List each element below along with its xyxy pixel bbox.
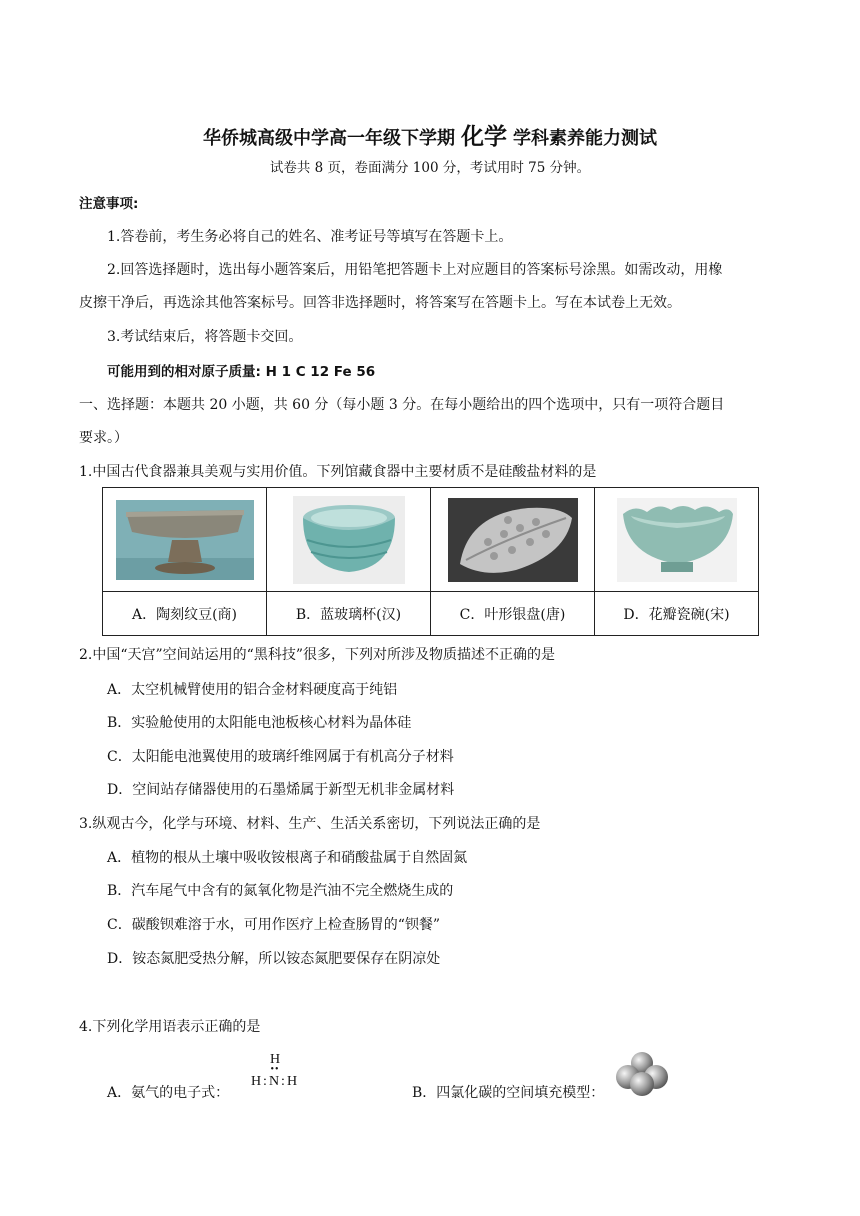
question-1-table xyxy=(102,487,759,636)
question-4-option-b: B．四氯化碳的空间填充模型： xyxy=(412,1085,605,1101)
ammonia-lewis-structure xyxy=(244,1053,306,1091)
question-3-option-c: C．碳酸钡难溶于水，可用作医疗上检查肠胃的“钡餐” xyxy=(107,917,441,933)
question-4-stem: 4.下列化学用语表示正确的是 xyxy=(79,1019,261,1035)
question-2-stem: 2.中国“天宫”空间站运用的“黑科技”很多，下列对所涉及物质描述不正确的是 xyxy=(79,647,555,663)
question-2-option-c: C．太阳能电池翼使用的玻璃纤维网属于有机高分子材料 xyxy=(107,749,454,765)
lewis-lone-pair: •• xyxy=(270,1064,280,1075)
question-2-option-d: D．空间站存储器使用的石墨烯属于新型无机非金属材料 xyxy=(107,782,455,798)
question-1-stem: 1.中国古代食器兼具美观与实用价值。下列馆藏食器中主要材质不是硅酸盐材料的是 xyxy=(79,464,597,480)
lewis-bond-row: H:N:H xyxy=(250,1074,300,1089)
note-item-2-line-1: 2.回答选择题时，选出每小题答案后，用铅笔把答题卡上对应题目的答案标号涂黑。如需改动，用橡 xyxy=(107,262,723,278)
pottery-dou-image xyxy=(116,500,254,580)
question-3-option-a: A．植物的根从土壤中吸收铵根离子和硝酸盐属于自然固氮 xyxy=(107,850,468,866)
question-3-option-b: B．汽车尾气中含有的氮氧化物是汽油不完全燃烧生成的 xyxy=(107,883,454,899)
atomic-mass-line: 可能用到的相对原子质量: H 1 C 12 Fe 56 xyxy=(107,364,376,380)
notes-heading: 注意事项: xyxy=(79,196,139,212)
title-subject: 化学 xyxy=(461,124,507,150)
option-c-image-cell xyxy=(431,488,595,592)
question-4-option-a: A．氨气的电子式： xyxy=(107,1085,230,1101)
option-b-caption: B．蓝玻璃杯(汉) xyxy=(267,592,431,636)
question-3-stem: 3.纵观古今，化学与环境、材料、生产、生活关系密切，下列说法正确的是 xyxy=(79,816,541,832)
note-item-2-line-2: 皮擦干净后，再选涂其他答案标号。回答非选择题时，将答案写在答题卡上。写在本试卷上无效。 xyxy=(79,295,681,311)
option-c-caption: C．叶形银盘(唐) xyxy=(431,592,595,636)
option-a-image-cell xyxy=(103,488,267,592)
option-a-caption: A．陶刻纹豆(商) xyxy=(103,592,267,636)
title-prefix: 华侨城高级中学高一年级下学期 xyxy=(203,128,455,149)
question-3-option-d: D．铵态氮肥受热分解，所以铵态氮肥要保存在阴凉处 xyxy=(107,951,441,967)
section-instructions-line-2: 要求。） xyxy=(79,430,128,446)
ccl4-space-filling-model xyxy=(614,1051,670,1097)
section-instructions-line-1: 一、选择题：本题共 20 小题，共 60 分（每小题 3 分。在每小题给出的四个选项中，只有一项符合题目 xyxy=(79,397,725,413)
leaf-silver-plate-image xyxy=(448,498,578,582)
note-item-1: 1.答卷前，考生务必将自己的姓名、准考证号等填写在答题卡上。 xyxy=(107,229,513,245)
petal-porcelain-bowl-image xyxy=(617,498,737,582)
note-item-3: 3.考试结束后，将答题卡交回。 xyxy=(107,329,303,345)
option-d-image-cell xyxy=(595,488,759,592)
option-b-image-cell xyxy=(267,488,431,592)
page-title xyxy=(0,118,860,151)
blue-glass-cup-image xyxy=(293,496,405,584)
lewis-top-hydrogen: H xyxy=(269,1052,281,1067)
question-2-option-b: B．实验舱使用的太阳能电池板核心材料为晶体硅 xyxy=(107,715,412,731)
question-2-option-a: A．太空机械臂使用的铝合金材料硬度高于纯铝 xyxy=(107,682,398,698)
option-d-caption: D．花瓣瓷碗(宋) xyxy=(595,592,759,636)
title-suffix: 学科素养能力测试 xyxy=(513,128,657,149)
exam-info: 试卷共 8 页，卷面满分 100 分，考试用时 75 分钟。 xyxy=(269,160,591,176)
